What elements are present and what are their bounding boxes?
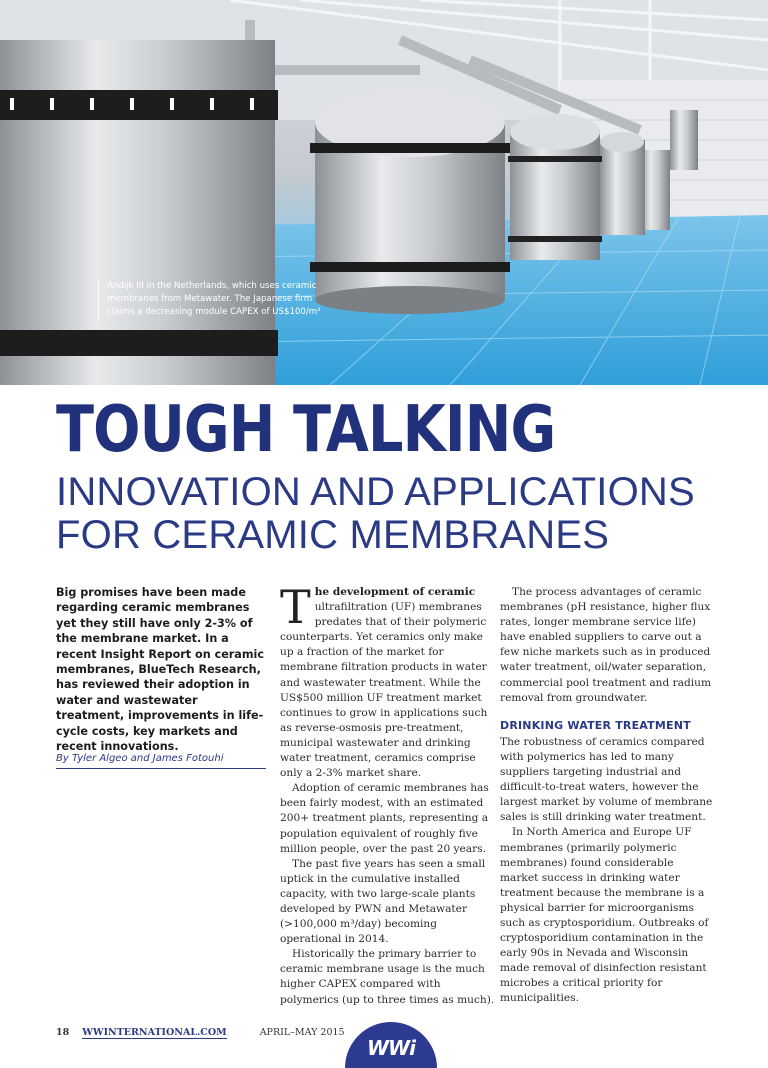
article-byline: By Tyler Algeo and James Fotouhi [56,753,266,769]
logo-text: WWi [367,1036,415,1060]
article-subtitle-line-2: FOR CERAMIC MEMBRANES [56,513,610,557]
section-heading: DRINKING WATER TREATMENT [500,718,691,732]
wwi-logo [345,1022,437,1068]
body-paragraph-7: In North America and Europe UF membranes (primarily polymeric membranes) found considerable market success in drinking water treatment because the membrane is a physical barrier for microorganisms such as cryptosporidium. Outbreaks of cryptosporidium contamination in the early 90s in Nevada and Wisconsin made removal of disinfection resistant microbes a critical priority for municipalities. [500,826,709,1005]
body-paragraph-4: Historically the primary barrier to ceramic membrane usage is the much higher CAPEX compared with polymerics (up to three times as much). [280,948,495,1006]
page-number: 18 [56,1027,70,1038]
photo-caption: Andijk III in the Netherlands, which uses ceramic membranes from Metawater. The Japanese firm claims a decreasing module CAPEX of US$100/m² [98,280,337,319]
body-paragraph-6: The robustness of ceramics compared with polymerics has led to many suppliers targeting industrial and difficult-to-treat waters, however the largest market by volume of membrane sales is still drinking water treatment. [500,735,713,824]
article-subtitle-line-1: INNOVATION AND APPLICATIONS [56,470,695,514]
body-paragraph-5: The process advantages of ceramic membranes (pH resistance, higher flux rates, longer membrane service life) have enabled suppliers to carve out a few niche markets such as in produced water treatment, oil/water separation, commercial pool treatment and radium removal from groundwater. [500,586,712,704]
lead-in: he development of ceramic [314,586,476,598]
drop-cap: T [280,580,311,634]
water-treatment-plant-illustration [0,0,768,385]
hero-image [0,0,768,385]
website-link[interactable]: WWINTERNATIONAL.COM [82,1027,227,1038]
body-column-2 [500,585,715,1007]
body-paragraph-3: The past five years has seen a small uptick in the cumulative installed capacity, with two large-scale plants developed by PWN and Metawater (>100,000 m³/day) becoming operational in 2014. [280,857,486,946]
page-footer [56,1027,345,1038]
article-title: TOUGH TALKING [56,393,556,467]
body-paragraph-2: Adoption of ceramic membranes has been fairly modest, with an estimated 200+ treatment plants, representing a population equivalent of roughly five million people, over the past 20 years. [280,782,489,855]
article-standfirst: Big promises have been made regarding ceramic membranes yet they still have only 2-3% of the membrane market. In a recent Insight Report on ceramic membranes, BlueTech Research, has reviewed their adoption in water and wastewater treatment, improvements in life-cycle costs, key markets and recent innovations. [56,586,264,754]
body-column-1 [280,580,495,1008]
issue-date: APRIL–MAY 2015 [259,1027,345,1038]
body-paragraph-1 [280,580,495,781]
paragraph-1-text: ultrafiltration (UF) membranes predates that of their polymeric counterparts. Yet ceramics only make up a fraction of the market for membrane filtration products in water and wastewater treatment. While the US$500 million UF treatment market continues to grow in applications such as reverse-osmosis pre-treatment, municipal wastewater and drinking water treatment, ceramics comprise only a 2-3% market share. [280,601,488,780]
